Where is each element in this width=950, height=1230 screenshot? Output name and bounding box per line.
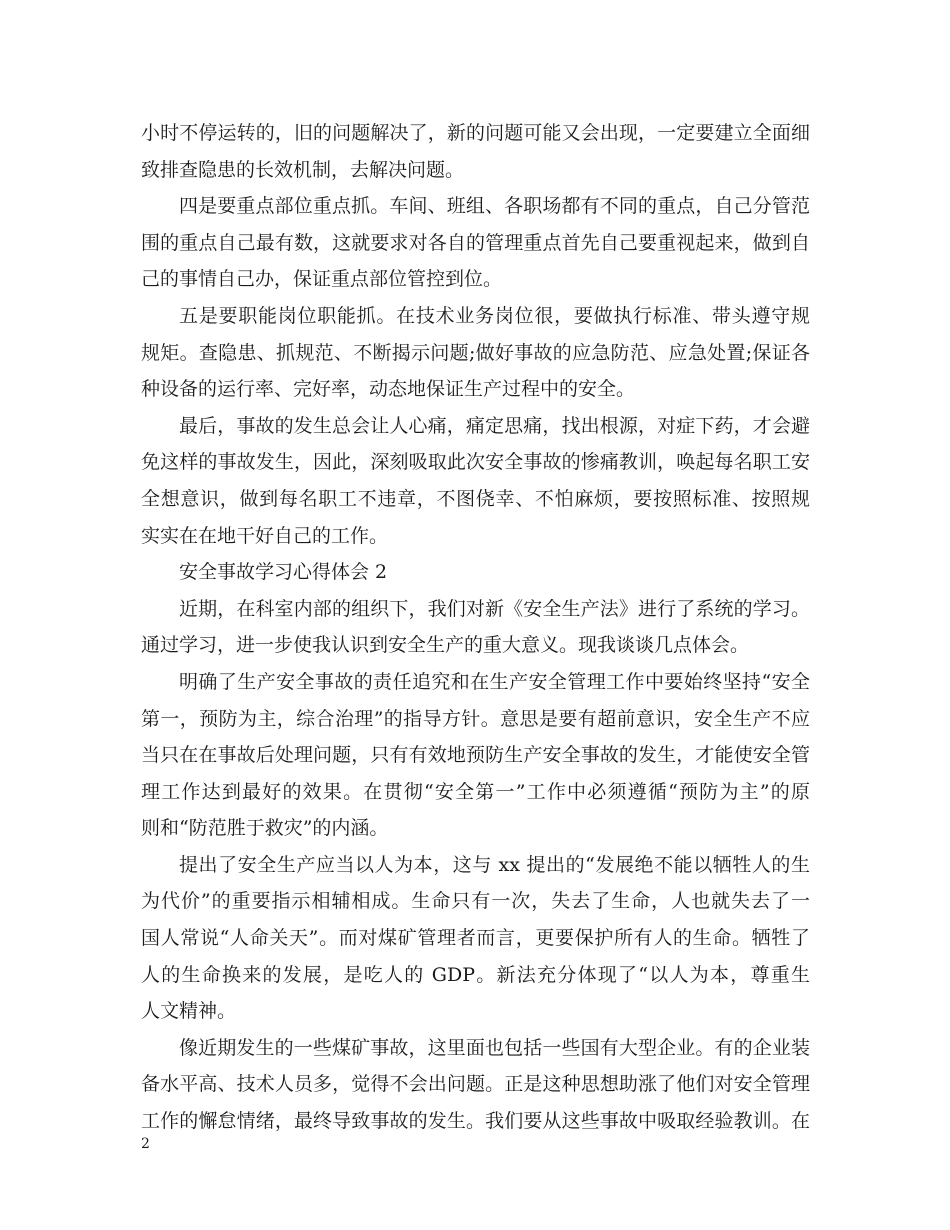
text-line: 近期，在科室内部的组织下，我们对新《安全生产法》进行了系统的学习。 — [179, 597, 810, 620]
text-line: 第一，预防为主，综合治理”的指导方针。意思是要有超前意识，安全生产不应 — [141, 707, 810, 730]
text-line: 理工作达到最好的效果。在贯彻“安全第一”工作中必须遵循“预防为主”的原 — [141, 780, 810, 803]
text-line: 为代价”的重要指示相辅相成。生命只有一次，失去了生命，人也就失去了一 — [141, 890, 810, 913]
text-line: 致排查隐患的长效机制，去解决问题。 — [141, 158, 465, 181]
text-line: 实实在在地干好自己的工作。 — [141, 524, 389, 547]
text-line: 小时不停运转的，旧的问题解决了，新的问题可能又会出现，一定要建立全面细 — [141, 122, 810, 144]
text-line: 国人常说“人命关天”。而对煤矿管理者而言，更要保护所有人的生命。牺牲了 — [141, 927, 810, 950]
text-line: 围的重点自己最有数，这就要求对各自的管理重点首先自己要重视起来，做到自 — [141, 231, 810, 254]
text-line: 规矩。查隐患、抓规范、不断揭示问题;做好事故的应急防范、应急处置;保证各 — [141, 341, 810, 364]
text-line: 四是要重点部位重点抓。车间、班组、各职场都有不同的重点，自己分管范 — [179, 195, 810, 218]
text-line: 人的生命换来的发展，是吃人的 GDP。新法充分体现了“以人为本，尊重生 — [141, 963, 810, 986]
text-line: 人文精神。 — [141, 1000, 237, 1023]
text-line: 明确了生产安全事故的责任追究和在生产安全管理工作中要始终坚持“安全 — [179, 670, 810, 693]
text-line: 种设备的运行率、完好率，动态地保证生产过程中的安全。 — [141, 378, 636, 401]
text-line: 全想意识，做到每名职工不违章，不图侥幸、不怕麻烦，要按照标准、按照规 — [141, 487, 810, 510]
text-line: 当只在在事故后处理问题，只有有效地预防生产安全事故的发生，才能使安全管 — [141, 744, 810, 767]
text-line: 备水平高、技术人员多，觉得不会出问题。正是这种思想助涨了他们对安全管理 — [141, 1073, 810, 1096]
text-line: 通过学习，进一步使我认识到安全生产的重大意义。现我谈谈几点体会。 — [141, 634, 750, 657]
text-line: 五是要职能岗位职能抓。在技术业务岗位很，要做执行标准、带头遵守规 — [179, 304, 810, 327]
text-line: 安全事故学习心得体会 2 — [179, 561, 388, 584]
text-line: 提出了安全生产应当以人为本，这与 xx 提出的“发展绝不能以牺牲人的生 — [179, 853, 810, 876]
text-line: 己的事情自己办，保证重点部位管控到位。 — [141, 268, 503, 291]
text-line: 则和“防范胜于救灾”的内涵。 — [141, 817, 389, 840]
text-line: 最后，事故的发生总会让人心痛，痛定思痛，找出根源，对症下药，才会避 — [179, 414, 810, 437]
text-line: 免这样的事故发生，因此，深刻吸取此次安全事故的惨痛教训，唤起每名职工安 — [141, 451, 810, 474]
body-text — [141, 115, 810, 1140]
text-line: 像近期发生的一些煤矿事故，这里面也包括一些国有大型企业。有的企业装 — [179, 1036, 810, 1059]
page-number: 2 — [141, 1136, 150, 1152]
text-line: 工作的懈怠情绪，最终导致事故的发生。我们要从这些事故中吸取经验教训。在 — [141, 1110, 810, 1133]
